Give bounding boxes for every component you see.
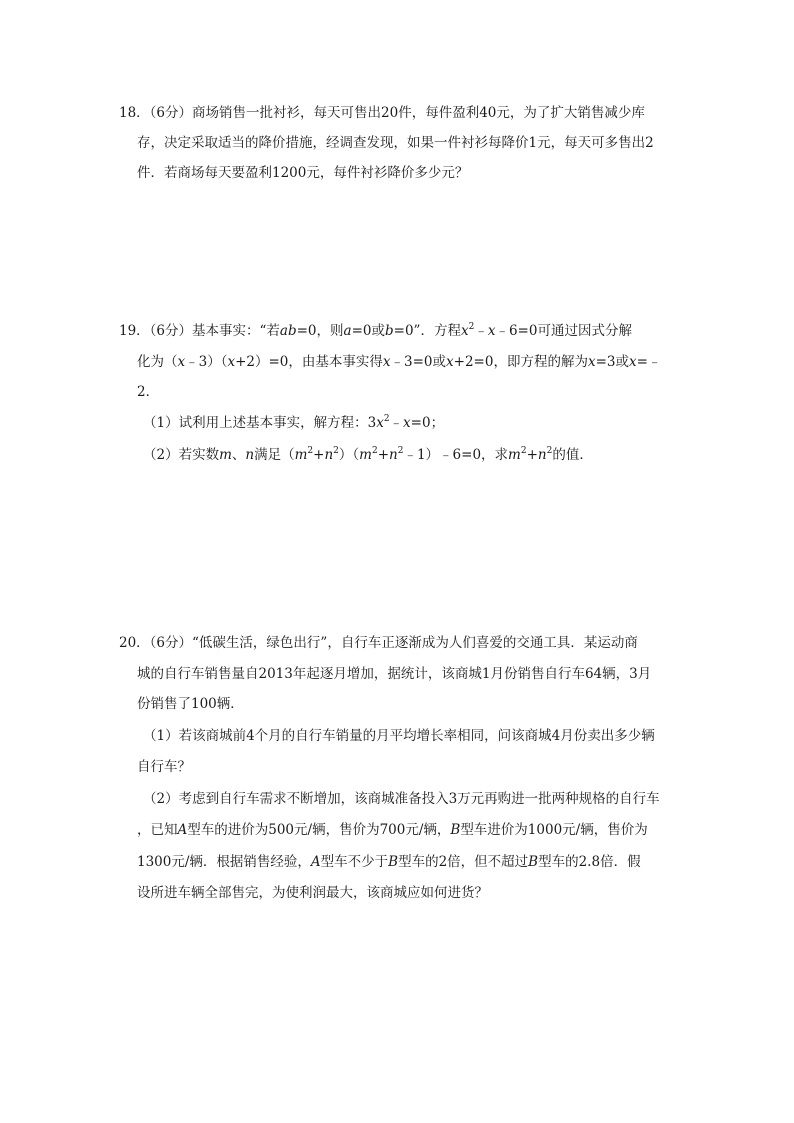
q19-line-3: 2．: [137, 384, 160, 400]
q19-line-2: 化为（x﹣3）（x+2）=0，由基本事实得x﹣3=0或x+2=0，即方程的解为x=3或x=﹣: [137, 354, 662, 370]
q20-sub-2-line-2: ，已知A型车的进价为500元/辆，售价为700元/辆，B型车进价为1000元/辆，售价为: [137, 822, 648, 838]
q20-line-1: 20．（6分）“低碳生活，绿色出行”，自行车正逐渐成为人们喜爱的交通工具．某运动商: [119, 635, 638, 651]
q20-sub-1-line-2: 自行车？: [137, 759, 191, 775]
q20-sub-2-line-1: （2）考虑到自行车需求不断增加，该商城准备投入3万元再购进一批两种规格的自行车: [143, 791, 660, 807]
q20-line-3: 份销售了100辆．: [137, 696, 244, 712]
q19-sub-2: （2）若实数m、n满足$(m^2+n^2)(m^2+n^2﹣1)﹣6=0$，求$m^2+n^2$的值．: [143, 446, 593, 463]
q18-line-2: 存，决定采取适当的降价措施，经调查发现，如果一件衬衫每降价1元，每天可多售出2: [137, 135, 654, 151]
q20-sub-2-line-4: 设所进车辆全部售完，为使利润最大，该商城应如何进货？: [137, 885, 488, 901]
q20-sub-1-line-1: （1）若该商城前4个月的自行车销量的月平均增长率相同，问该商城4月份卖出多少辆: [143, 728, 655, 744]
q19-sub-1: （1）试利用上述基本事实，解方程：$3x^2﹣x=0$；: [143, 414, 445, 431]
q20-sub-2-line-3: 1300元/辆．根据销售经验，A型车不少于B型车的2倍，但不超过B型车的2.8倍．假: [137, 854, 641, 870]
q19-line-1: 19．（6分）基本事实：“若ab=0，则a=0或b=0”．方程$x^2﹣x﹣6=0$可通过因式分解: [119, 322, 632, 339]
q18-line-1: 18．（6分）商场销售一批衬衫，每天可售出20件，每件盈利40元，为了扩大销售减少库: [119, 105, 645, 121]
q18-line-3: 件．若商场每天要盈利1200元，每件衬衫降价多少元？: [137, 165, 469, 181]
q20-line-2: 城的自行车销售量自2013年起逐月增加，据统计，该商城1月份销售自行车64辆，3月: [137, 666, 652, 682]
